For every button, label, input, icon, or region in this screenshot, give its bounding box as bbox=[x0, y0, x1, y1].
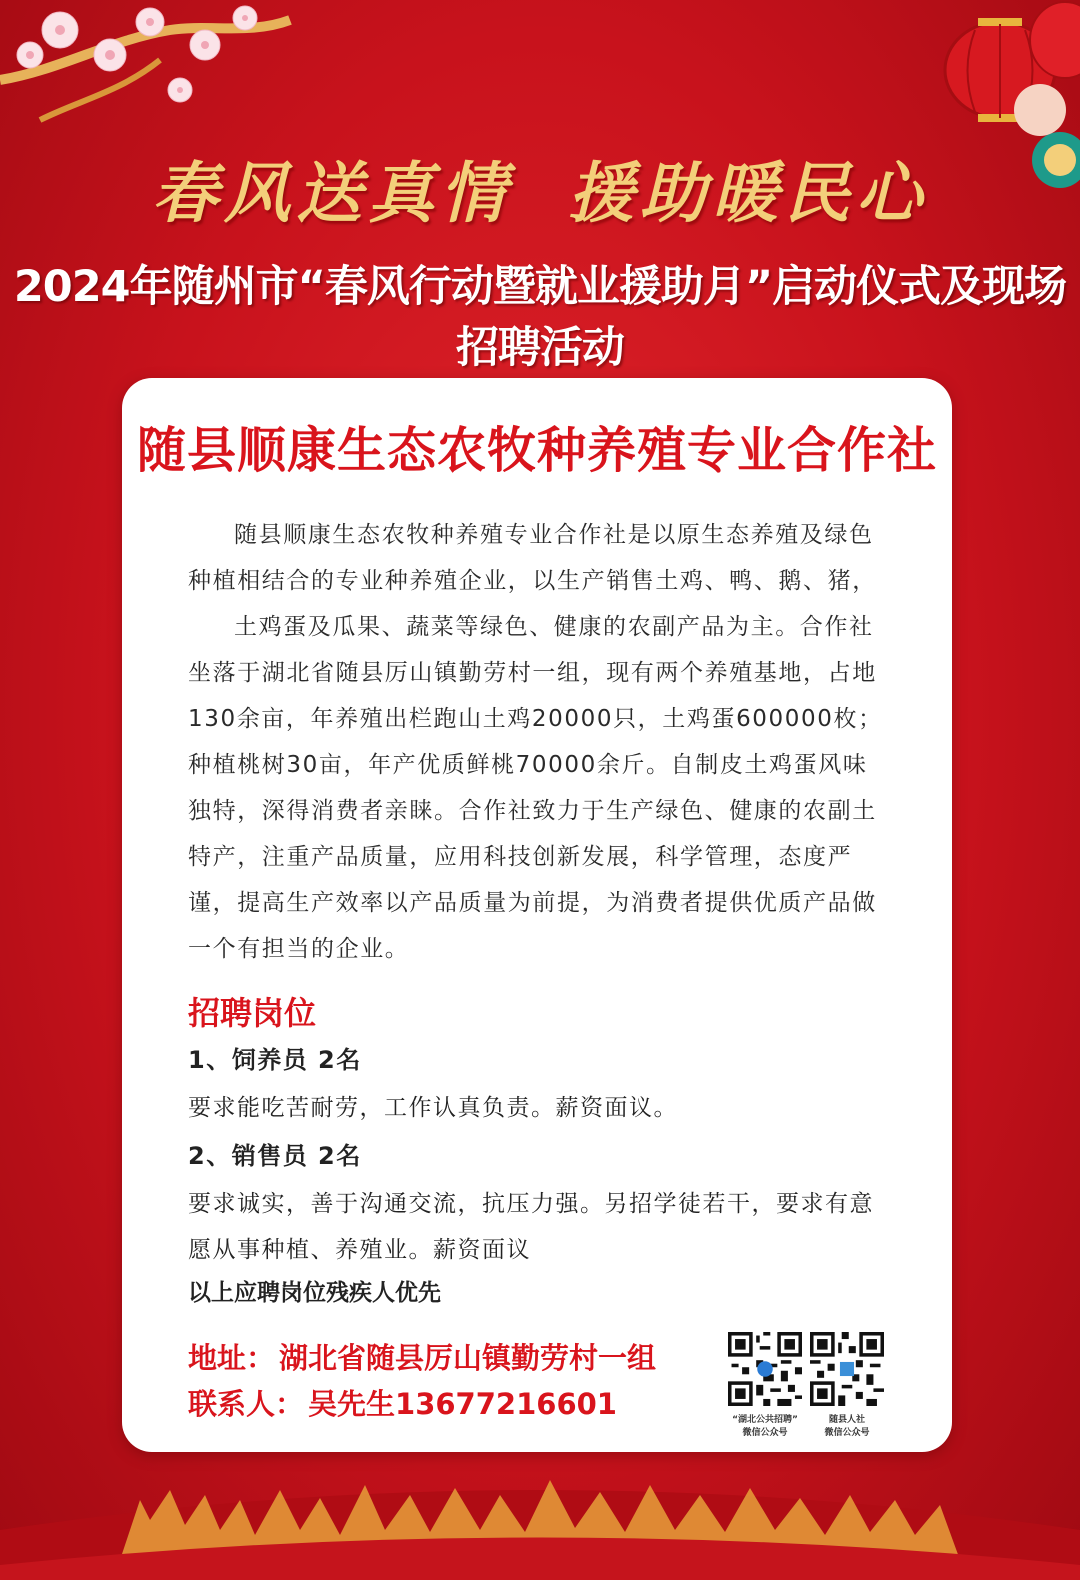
qr-code-suixian-hr[interactable] bbox=[807, 1332, 887, 1440]
qr-caption-line-1: “湖北公共招聘” bbox=[732, 1415, 798, 1425]
qr-code-hubei-recruit[interactable] bbox=[725, 1332, 805, 1440]
intro-line-1: 随县顺康生态农牧种养殖专业合作社是以原生态养殖及绿色 bbox=[234, 522, 874, 548]
qr-caption bbox=[725, 1414, 805, 1440]
company-card bbox=[122, 378, 952, 1452]
slogan-part-1: 春风送真情 bbox=[152, 154, 512, 232]
intro-paragraph-2: 土鸡蛋及瓜果、蔬菜等绿色、健康的农副产品为主。合作社坐落于湖北省随县厉山镇勤劳村一组，现有两个养殖基地，占地130余亩，年养殖出栏跑山土鸡20000只，土鸡蛋600000枚；种植桃树30亩，年产优质鲜桃70000余斤。自制皮土鸡蛋风味独特，深得消费者亲睐。合作社致力于生产绿色、健康的农副土特产，注重产品质量，应用科技创新发展，科学管理，态度严谨，提高生产效率以产品质量为前提，为消费者提供优质产品做一个有担当的企业。 bbox=[188, 614, 883, 962]
job-title: 1、饲养员 2名 bbox=[188, 1046, 362, 1074]
qr-code-icon bbox=[728, 1332, 802, 1406]
qr-caption-line-2: 微信公众号 bbox=[742, 1428, 788, 1438]
contact-value: 吴先生13677216601 bbox=[308, 1387, 617, 1421]
address-label: 地址： bbox=[188, 1341, 276, 1375]
address bbox=[188, 1336, 656, 1377]
job-description: 要求诚实，善于沟通交流，抗压力强。另招学徒若干，要求有意愿从事种植、养殖业。薪资面议 bbox=[188, 1191, 874, 1263]
company-name: 随县顺康生态农牧种养殖专业合作社 bbox=[136, 422, 937, 479]
qr-caption-line-2: 微信公众号 bbox=[824, 1428, 870, 1438]
contact-label: 联系人： bbox=[188, 1387, 305, 1421]
address-value: 湖北省随县厉山镇勤劳村一组 bbox=[279, 1341, 657, 1375]
job-item bbox=[188, 1040, 888, 1131]
priority-note: 以上应聘岗位残疾人优先 bbox=[188, 1280, 441, 1306]
qr-caption bbox=[807, 1414, 887, 1440]
job-title: 2、销售员 2名 bbox=[188, 1142, 362, 1170]
qr-caption-line-1: 随县人社 bbox=[828, 1415, 865, 1425]
company-intro bbox=[188, 512, 888, 972]
event-headline: 2024年随州市“春风行动暨就业援助月”启动仪式及现场招聘活动 bbox=[13, 262, 1067, 373]
contact-person bbox=[188, 1382, 617, 1423]
job-item bbox=[188, 1136, 888, 1273]
slogan bbox=[0, 140, 1080, 235]
qr-code-icon bbox=[810, 1332, 884, 1406]
recruit-section-title: 招聘岗位 bbox=[188, 994, 317, 1032]
plum-blossom-branch-icon bbox=[0, 0, 300, 140]
job-description: 要求能吃苦耐劳，工作认真负责。薪资面议。 bbox=[188, 1095, 678, 1121]
slogan-part-2: 援助暖民心 bbox=[568, 154, 928, 232]
intro-line-2: 种植相结合的专业种养殖企业，以生产销售土鸡、鸭、鹅、猪， bbox=[188, 568, 877, 594]
crowd-silhouette-icon bbox=[0, 1440, 1080, 1580]
